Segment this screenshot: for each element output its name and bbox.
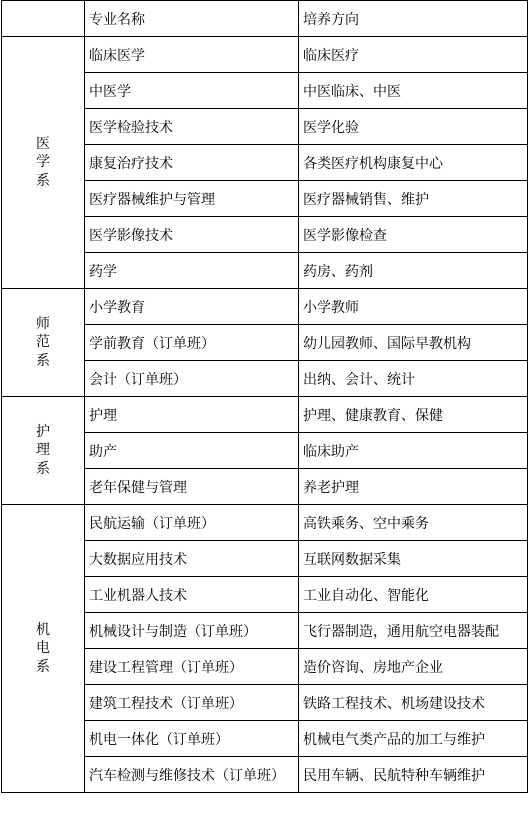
direction-cell: 小学教师	[299, 289, 528, 325]
direction-cell: 医学化验	[299, 109, 528, 145]
header-row	[2, 1, 528, 37]
majors-table	[1, 0, 528, 793]
direction-cell: 飞行器制造，通用航空电器装配	[299, 613, 528, 649]
major-cell: 学前教育（订单班）	[85, 325, 299, 361]
table-row	[2, 289, 528, 325]
table-row	[2, 397, 528, 433]
major-cell: 建设工程管理（订单班）	[85, 649, 299, 685]
direction-cell: 互联网数据采集	[299, 541, 528, 577]
major-cell: 中医学	[85, 73, 299, 109]
majors-table-body	[2, 1, 528, 793]
direction-cell: 各类医疗机构康复中心	[299, 145, 528, 181]
major-cell: 汽车检测与维修技术（订单班）	[85, 757, 299, 793]
direction-cell: 高铁乘务、空中乘务	[299, 505, 528, 541]
direction-cell: 幼儿园教师、国际早教机构	[299, 325, 528, 361]
major-cell: 临床医学	[85, 37, 299, 73]
direction-cell: 中医临床、中医	[299, 73, 528, 109]
dept-label: 护理系	[36, 424, 50, 477]
dept-cell	[2, 37, 85, 289]
header-dept-cell	[2, 1, 85, 37]
dept-cell	[2, 289, 85, 397]
direction-cell: 医疗器械销售、维护	[299, 181, 528, 217]
dept-label: 医学系	[36, 136, 50, 189]
major-cell: 老年保健与管理	[85, 469, 299, 505]
major-cell: 机械设计与制造（订单班）	[85, 613, 299, 649]
major-cell: 小学教育	[85, 289, 299, 325]
dept-label: 机电系	[36, 622, 50, 675]
major-cell: 医学影像技术	[85, 217, 299, 253]
major-cell: 医疗器械维护与管理	[85, 181, 299, 217]
table-row	[2, 505, 528, 541]
major-cell: 药学	[85, 253, 299, 289]
direction-cell: 临床医疗	[299, 37, 528, 73]
major-cell: 助产	[85, 433, 299, 469]
direction-cell: 药房、药剂	[299, 253, 528, 289]
major-cell: 民航运输（订单班）	[85, 505, 299, 541]
header-major-cell: 专业名称	[85, 1, 299, 37]
major-cell: 建筑工程技术（订单班）	[85, 685, 299, 721]
direction-cell: 机械电气类产品的加工与维护	[299, 721, 528, 757]
direction-cell: 铁路工程技术、机场建设技术	[299, 685, 528, 721]
table-row	[2, 37, 528, 73]
direction-cell: 医学影像检查	[299, 217, 528, 253]
major-cell: 会计（订单班）	[85, 361, 299, 397]
direction-cell: 出纳、会计、统计	[299, 361, 528, 397]
major-cell: 康复治疗技术	[85, 145, 299, 181]
header-direction-cell: 培养方向	[299, 1, 528, 37]
major-cell: 工业机器人技术	[85, 577, 299, 613]
dept-label: 师范系	[36, 316, 50, 369]
dept-cell	[2, 505, 85, 793]
direction-cell: 工业自动化、智能化	[299, 577, 528, 613]
direction-cell: 民用车辆、民航特种车辆维护	[299, 757, 528, 793]
major-cell: 机电一体化（订单班）	[85, 721, 299, 757]
dept-cell	[2, 397, 85, 505]
direction-cell: 护理、健康教育、保健	[299, 397, 528, 433]
direction-cell: 临床助产	[299, 433, 528, 469]
major-cell: 大数据应用技术	[85, 541, 299, 577]
direction-cell: 养老护理	[299, 469, 528, 505]
major-cell: 护理	[85, 397, 299, 433]
direction-cell: 造价咨询、房地产企业	[299, 649, 528, 685]
major-cell: 医学检验技术	[85, 109, 299, 145]
